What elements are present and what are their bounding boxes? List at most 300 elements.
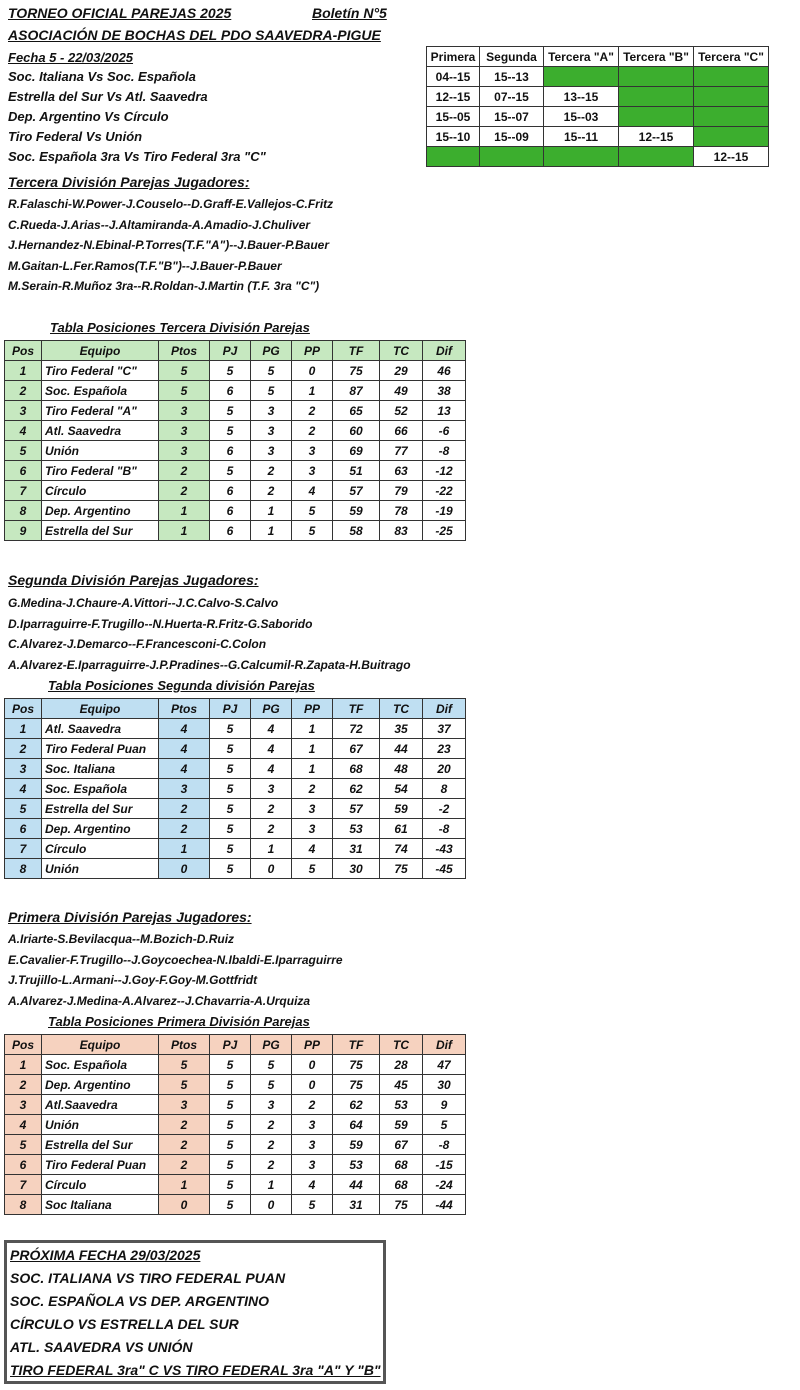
table-row xyxy=(5,1075,466,1095)
table-cell: 53 xyxy=(333,1155,380,1175)
table-cell: -45 xyxy=(423,859,466,879)
table-cell: 68 xyxy=(333,759,380,779)
result-cell xyxy=(694,87,769,107)
result-cell: 15--11 xyxy=(544,127,619,147)
table-cell: 4 xyxy=(292,481,333,501)
table-cell: 57 xyxy=(333,799,380,819)
column-header: TC xyxy=(380,1035,423,1055)
match-line: Soc. Española 3ra Vs Tiro Federal 3ra "C" xyxy=(8,149,266,164)
table-cell: 5 xyxy=(210,1095,251,1115)
table-cell: -25 xyxy=(423,521,466,541)
table-cell: 49 xyxy=(380,381,423,401)
column-header: Pos xyxy=(5,699,42,719)
team-name: Estrella del Sur xyxy=(42,1135,159,1155)
table-cell: 3 xyxy=(292,819,333,839)
team-name: Círculo xyxy=(42,481,159,501)
table-cell: 67 xyxy=(380,1135,423,1155)
result-cell: 15--09 xyxy=(480,127,544,147)
table-cell: 5 xyxy=(210,461,251,481)
table-row xyxy=(5,859,466,879)
table-cell: 5 xyxy=(210,759,251,779)
table-cell: 5 xyxy=(292,1195,333,1215)
table-cell: 2 xyxy=(159,799,210,819)
table-cell: 5 xyxy=(251,361,292,381)
table-cell: 7 xyxy=(5,1175,42,1195)
results-header: Primera xyxy=(427,47,480,67)
table-cell: 75 xyxy=(380,859,423,879)
table-cell: 46 xyxy=(423,361,466,381)
table-cell: 29 xyxy=(380,361,423,381)
table-cell: 2 xyxy=(159,481,210,501)
table-cell: 2 xyxy=(159,1155,210,1175)
player-line: R.Falaschi-W.Power-J.Couselo--D.Graff-E.Vallejos-C.Fritz xyxy=(8,197,334,211)
team-name: Unión xyxy=(42,1115,159,1135)
table-cell: 4 xyxy=(5,421,42,441)
table-cell: 3 xyxy=(251,1095,292,1115)
table-row xyxy=(5,759,466,779)
table-cell: 4 xyxy=(251,759,292,779)
table-cell: 4 xyxy=(159,739,210,759)
table-cell: -43 xyxy=(423,839,466,859)
column-header: TF xyxy=(333,1035,380,1055)
column-header: PP xyxy=(292,699,333,719)
column-header: TC xyxy=(380,699,423,719)
result-cell xyxy=(619,147,694,167)
table-cell: 83 xyxy=(380,521,423,541)
table-cell: 31 xyxy=(333,1195,380,1215)
result-cell: 12--15 xyxy=(427,87,480,107)
segunda-players xyxy=(8,593,411,675)
table-cell: 2 xyxy=(159,819,210,839)
team-name: Soc. Española xyxy=(42,381,159,401)
table-cell: 4 xyxy=(159,719,210,739)
table-cell: 5 xyxy=(159,1055,210,1075)
column-header: Equipo xyxy=(42,699,159,719)
player-line: G.Medina-J.Chaure-A.Vittori--J.C.Calvo-S.Calvo xyxy=(8,596,279,610)
table-row xyxy=(5,361,466,381)
team-name: Soc. Española xyxy=(42,1055,159,1075)
table-cell: 5 xyxy=(292,859,333,879)
table-cell: 74 xyxy=(380,839,423,859)
table-cell: 2 xyxy=(292,779,333,799)
table-cell: 75 xyxy=(333,361,380,381)
table-cell: 48 xyxy=(380,759,423,779)
table-cell: 5 xyxy=(210,421,251,441)
result-cell xyxy=(694,127,769,147)
table-cell: 6 xyxy=(210,521,251,541)
table-cell: 4 xyxy=(159,759,210,779)
team-name: Dep. Argentino xyxy=(42,1075,159,1095)
table-cell: 6 xyxy=(5,819,42,839)
table-cell: 5 xyxy=(210,779,251,799)
table-cell: 53 xyxy=(333,819,380,839)
table-cell: -22 xyxy=(423,481,466,501)
table-cell: 4 xyxy=(292,839,333,859)
column-header: Pos xyxy=(5,341,42,361)
column-header: PP xyxy=(292,1035,333,1055)
player-line: M.Serain-R.Muñoz 3ra--R.Roldan-J.Martin (T.F. 3ra "C") xyxy=(8,279,320,293)
column-header: Dif xyxy=(423,341,466,361)
table-cell: -44 xyxy=(423,1195,466,1215)
table-cell: 6 xyxy=(210,441,251,461)
table-cell: 79 xyxy=(380,481,423,501)
table-cell: 6 xyxy=(210,481,251,501)
table-cell: 2 xyxy=(251,1155,292,1175)
table-cell: 75 xyxy=(333,1055,380,1075)
table-cell: 1 xyxy=(292,739,333,759)
table-cell: 5 xyxy=(292,501,333,521)
table-cell: 3 xyxy=(5,401,42,421)
table-cell: 6 xyxy=(210,381,251,401)
column-header: Equipo xyxy=(42,341,159,361)
table-row xyxy=(5,819,466,839)
column-header: Ptos xyxy=(159,341,210,361)
table-cell: -8 xyxy=(423,819,466,839)
next-match: TIRO FEDERAL 3ra" C VS TIRO FEDERAL 3ra "A" Y "B" xyxy=(10,1362,381,1378)
column-header: Ptos xyxy=(159,699,210,719)
table-cell: 4 xyxy=(5,1115,42,1135)
table-cell: 5 xyxy=(251,1055,292,1075)
table-row xyxy=(5,401,466,421)
table-cell: 64 xyxy=(333,1115,380,1135)
team-name: Atl.Saavedra xyxy=(42,1095,159,1115)
table-cell: 51 xyxy=(333,461,380,481)
result-cell: 15--13 xyxy=(480,67,544,87)
table-cell: 0 xyxy=(159,859,210,879)
table-cell: 2 xyxy=(292,1095,333,1115)
table-cell: 5 xyxy=(210,1135,251,1155)
table-cell: 77 xyxy=(380,441,423,461)
table-cell: 62 xyxy=(333,779,380,799)
table-row xyxy=(5,1135,466,1155)
table-cell: 3 xyxy=(292,441,333,461)
table-row xyxy=(5,1115,466,1135)
column-header: Equipo xyxy=(42,1035,159,1055)
table-cell: -19 xyxy=(423,501,466,521)
table-cell: 1 xyxy=(292,759,333,779)
table-cell: -8 xyxy=(423,441,466,461)
player-line: A.Alvarez-E.Iparraguirre-J.P.Pradines--G.Calcumil-R.Zapata-H.Buitrago xyxy=(8,657,411,672)
table-cell: 28 xyxy=(380,1055,423,1075)
table-cell: 66 xyxy=(380,421,423,441)
team-name: Unión xyxy=(42,441,159,461)
table-cell: 5 xyxy=(210,1155,251,1175)
result-cell: 13--15 xyxy=(544,87,619,107)
tercera-players xyxy=(8,194,333,297)
primera-players-title: Primera División Parejas Jugadores: xyxy=(8,909,252,925)
table-cell: 5 xyxy=(251,381,292,401)
tercera-players-title: Tercera División Parejas Jugadores: xyxy=(8,174,250,190)
result-cell: 15--05 xyxy=(427,107,480,127)
table-row xyxy=(5,799,466,819)
team-name: Dep. Argentino xyxy=(42,819,159,839)
association-title: ASOCIACIÓN DE BOCHAS DEL PDO SAAVEDRA-PIGUE xyxy=(8,27,381,43)
results-header: Tercera "B" xyxy=(619,47,694,67)
table-row xyxy=(5,839,466,859)
team-name: Dep. Argentino xyxy=(42,501,159,521)
team-name: Soc. Española xyxy=(42,779,159,799)
results-table xyxy=(426,46,769,167)
table-cell: 60 xyxy=(333,421,380,441)
table-cell: 1 xyxy=(5,719,42,739)
tournament-title: TORNEO OFICIAL PAREJAS 2025 xyxy=(8,5,232,21)
table-cell: 3 xyxy=(251,779,292,799)
table-row xyxy=(5,481,466,501)
table-cell: 67 xyxy=(333,739,380,759)
player-line: M.Gaitan-L.Fer.Ramos(T.F."B")--J.Bauer-P.Bauer xyxy=(8,258,282,273)
column-header: TF xyxy=(333,699,380,719)
table-row xyxy=(5,1175,466,1195)
player-line: J.Hernandez-N.Ebinal-P.Torres(T.F."A")--J.Bauer-P.Bauer xyxy=(8,238,330,252)
table-cell: 2 xyxy=(251,819,292,839)
column-header: PJ xyxy=(210,1035,251,1055)
table-cell: 37 xyxy=(423,719,466,739)
table-cell: 4 xyxy=(251,739,292,759)
table-cell: 3 xyxy=(292,1155,333,1175)
player-line: C.Rueda-J.Arias--J.Altamiranda-A.Amadio-J.Chuliver xyxy=(8,217,311,232)
match-line: Estrella del Sur Vs Atl. Saavedra xyxy=(8,89,208,104)
fecha-matches xyxy=(8,67,266,167)
table-row xyxy=(5,1195,466,1215)
table-cell: 59 xyxy=(380,1115,423,1135)
team-name: Círculo xyxy=(42,839,159,859)
primera-players xyxy=(8,929,343,1011)
table-cell: 6 xyxy=(5,461,42,481)
team-name: Tiro Federal "B" xyxy=(42,461,159,481)
column-header: Pos xyxy=(5,1035,42,1055)
table-cell: 2 xyxy=(251,1135,292,1155)
table-cell: 5 xyxy=(210,361,251,381)
team-name: Atl. Saavedra xyxy=(42,421,159,441)
table-row xyxy=(5,521,466,541)
segunda-players-title: Segunda División Parejas Jugadores: xyxy=(8,572,259,588)
match-line: Dep. Argentino Vs Círculo xyxy=(8,109,169,124)
result-cell xyxy=(694,107,769,127)
table-cell: 75 xyxy=(380,1195,423,1215)
table-cell: 78 xyxy=(380,501,423,521)
team-name: Soc Italiana xyxy=(42,1195,159,1215)
table-cell: 7 xyxy=(5,839,42,859)
table-row xyxy=(5,461,466,481)
column-header: PP xyxy=(292,341,333,361)
column-header: PJ xyxy=(210,699,251,719)
table-cell: -15 xyxy=(423,1155,466,1175)
table-cell: 44 xyxy=(333,1175,380,1195)
table-cell: 0 xyxy=(159,1195,210,1215)
column-header: PG xyxy=(251,341,292,361)
table-cell: 3 xyxy=(292,1135,333,1155)
table-cell: 20 xyxy=(423,759,466,779)
result-cell: 04--15 xyxy=(427,67,480,87)
column-header: PJ xyxy=(210,341,251,361)
table-cell: 1 xyxy=(292,719,333,739)
result-cell xyxy=(480,147,544,167)
table-cell: 2 xyxy=(159,1135,210,1155)
table-row xyxy=(5,1055,466,1075)
result-cell xyxy=(619,107,694,127)
next-match: SOC. ESPAÑOLA VS DEP. ARGENTINO xyxy=(10,1293,270,1309)
tercera-standings-table xyxy=(4,340,466,541)
primera-table-title: Tabla Posiciones Primera División Parejas xyxy=(48,1014,310,1029)
team-name: Tiro Federal "A" xyxy=(42,401,159,421)
table-cell: 59 xyxy=(333,1135,380,1155)
player-line: J.Trujillo-L.Armani--J.Goy-F.Goy-M.Gottfridt xyxy=(8,973,258,987)
table-cell: 30 xyxy=(423,1075,466,1095)
next-match: CÍRCULO VS ESTRELLA DEL SUR xyxy=(10,1316,239,1332)
table-cell: 5 xyxy=(210,1175,251,1195)
team-name: Estrella del Sur xyxy=(42,521,159,541)
table-cell: 5 xyxy=(210,1195,251,1215)
result-cell: 12--15 xyxy=(619,127,694,147)
column-header: Dif xyxy=(423,1035,466,1055)
table-cell: 3 xyxy=(5,1095,42,1115)
table-cell: 2 xyxy=(251,461,292,481)
table-cell: 5 xyxy=(210,839,251,859)
next-match: ATL. SAAVEDRA VS UNIÓN xyxy=(10,1339,193,1355)
table-cell: 5 xyxy=(210,719,251,739)
result-cell xyxy=(619,87,694,107)
table-cell: 58 xyxy=(333,521,380,541)
table-cell: 3 xyxy=(159,779,210,799)
next-match: SOC. ITALIANA VS TIRO FEDERAL PUAN xyxy=(10,1270,286,1286)
table-cell: 35 xyxy=(380,719,423,739)
tercera-table-title: Tabla Posiciones Tercera División Parejas xyxy=(50,320,310,335)
results-header: Tercera "A" xyxy=(544,47,619,67)
table-cell: 68 xyxy=(380,1155,423,1175)
results-header: Segunda xyxy=(480,47,544,67)
table-cell: 5 xyxy=(159,1075,210,1095)
table-cell: 7 xyxy=(5,481,42,501)
result-cell xyxy=(544,67,619,87)
table-cell: 72 xyxy=(333,719,380,739)
bulletin-number: Boletín N°5 xyxy=(312,5,387,21)
column-header: TC xyxy=(380,341,423,361)
table-cell: 4 xyxy=(251,719,292,739)
table-cell: -8 xyxy=(423,1135,466,1155)
column-header: TF xyxy=(333,341,380,361)
result-cell: 15--07 xyxy=(480,107,544,127)
table-cell: 62 xyxy=(333,1095,380,1115)
player-line: A.Iriarte-S.Bevilacqua--M.Bozich-D.Ruiz xyxy=(8,932,235,946)
fecha-label: Fecha 5 - 22/03/2025 xyxy=(8,50,134,65)
match-line: Soc. Italiana Vs Soc. Española xyxy=(8,69,196,84)
table-row xyxy=(5,1155,466,1175)
table-cell: 0 xyxy=(251,859,292,879)
result-cell: 12--15 xyxy=(694,147,769,167)
table-cell: 5 xyxy=(210,1075,251,1095)
table-cell: 3 xyxy=(251,401,292,421)
table-row xyxy=(5,381,466,401)
table-cell: 57 xyxy=(333,481,380,501)
table-cell: 2 xyxy=(5,381,42,401)
table-cell: 5 xyxy=(423,1115,466,1135)
table-cell: 3 xyxy=(251,441,292,461)
table-cell: 59 xyxy=(380,799,423,819)
table-cell: 3 xyxy=(159,401,210,421)
table-cell: 6 xyxy=(5,1155,42,1175)
table-cell: 5 xyxy=(210,799,251,819)
table-cell: 9 xyxy=(5,521,42,541)
table-cell: 63 xyxy=(380,461,423,481)
table-cell: 2 xyxy=(5,1075,42,1095)
table-cell: 1 xyxy=(251,839,292,859)
next-fixture-title: PRÓXIMA FECHA 29/03/2025 xyxy=(10,1247,201,1263)
table-cell: 1 xyxy=(159,501,210,521)
table-cell: 5 xyxy=(159,361,210,381)
table-cell: 8 xyxy=(5,501,42,521)
table-cell: 2 xyxy=(292,401,333,421)
table-cell: 65 xyxy=(333,401,380,421)
segunda-standings-table xyxy=(4,698,466,879)
result-cell: 15--10 xyxy=(427,127,480,147)
team-name: Soc. Italiana xyxy=(42,759,159,779)
table-cell: 1 xyxy=(159,521,210,541)
segunda-table-title: Tabla Posiciones Segunda división Parejas xyxy=(48,678,315,693)
table-cell: 1 xyxy=(251,521,292,541)
table-cell: 1 xyxy=(159,1175,210,1195)
table-cell: 5 xyxy=(5,1135,42,1155)
table-cell: 1 xyxy=(5,1055,42,1075)
table-cell: 0 xyxy=(251,1195,292,1215)
result-cell xyxy=(427,147,480,167)
result-cell xyxy=(694,67,769,87)
table-cell: 75 xyxy=(333,1075,380,1095)
table-cell: 87 xyxy=(333,381,380,401)
player-line: E.Cavalier-F.Trugillo--J.Goycoechea-N.Ibaldi-E.Iparraguirre xyxy=(8,952,343,967)
table-cell: 5 xyxy=(210,1115,251,1135)
table-cell: 3 xyxy=(251,421,292,441)
table-cell: 2 xyxy=(5,739,42,759)
table-cell: 1 xyxy=(292,381,333,401)
table-cell: 1 xyxy=(159,839,210,859)
team-name: Unión xyxy=(42,859,159,879)
table-cell: 3 xyxy=(292,461,333,481)
team-name: Tiro Federal "C" xyxy=(42,361,159,381)
table-cell: 9 xyxy=(423,1095,466,1115)
table-cell: 2 xyxy=(159,461,210,481)
result-cell: 07--15 xyxy=(480,87,544,107)
primera-standings-table xyxy=(4,1034,466,1215)
table-cell: 3 xyxy=(5,759,42,779)
column-header: Ptos xyxy=(159,1035,210,1055)
table-row xyxy=(5,441,466,461)
next-fixture-box xyxy=(4,1240,386,1384)
column-header: PG xyxy=(251,1035,292,1055)
table-cell: 5 xyxy=(5,799,42,819)
table-cell: 61 xyxy=(380,819,423,839)
table-cell: 45 xyxy=(380,1075,423,1095)
table-cell: 5 xyxy=(292,521,333,541)
table-cell: 5 xyxy=(210,1055,251,1075)
table-cell: 53 xyxy=(380,1095,423,1115)
table-row xyxy=(5,1095,466,1115)
table-cell: 8 xyxy=(5,1195,42,1215)
table-cell: 8 xyxy=(5,859,42,879)
table-cell: 4 xyxy=(292,1175,333,1195)
table-cell: -2 xyxy=(423,799,466,819)
table-cell: 1 xyxy=(5,361,42,381)
table-cell: -24 xyxy=(423,1175,466,1195)
table-cell: 68 xyxy=(380,1175,423,1195)
table-cell: 2 xyxy=(251,1115,292,1135)
table-cell: 4 xyxy=(5,779,42,799)
table-cell: 3 xyxy=(159,1095,210,1115)
player-line: D.Iparraguirre-F.Trugillo--N.Huerta-R.Fritz-G.Saborido xyxy=(8,616,313,631)
table-cell: 1 xyxy=(251,1175,292,1195)
team-name: Círculo xyxy=(42,1175,159,1195)
table-cell: 3 xyxy=(292,1115,333,1135)
column-header: Dif xyxy=(423,699,466,719)
